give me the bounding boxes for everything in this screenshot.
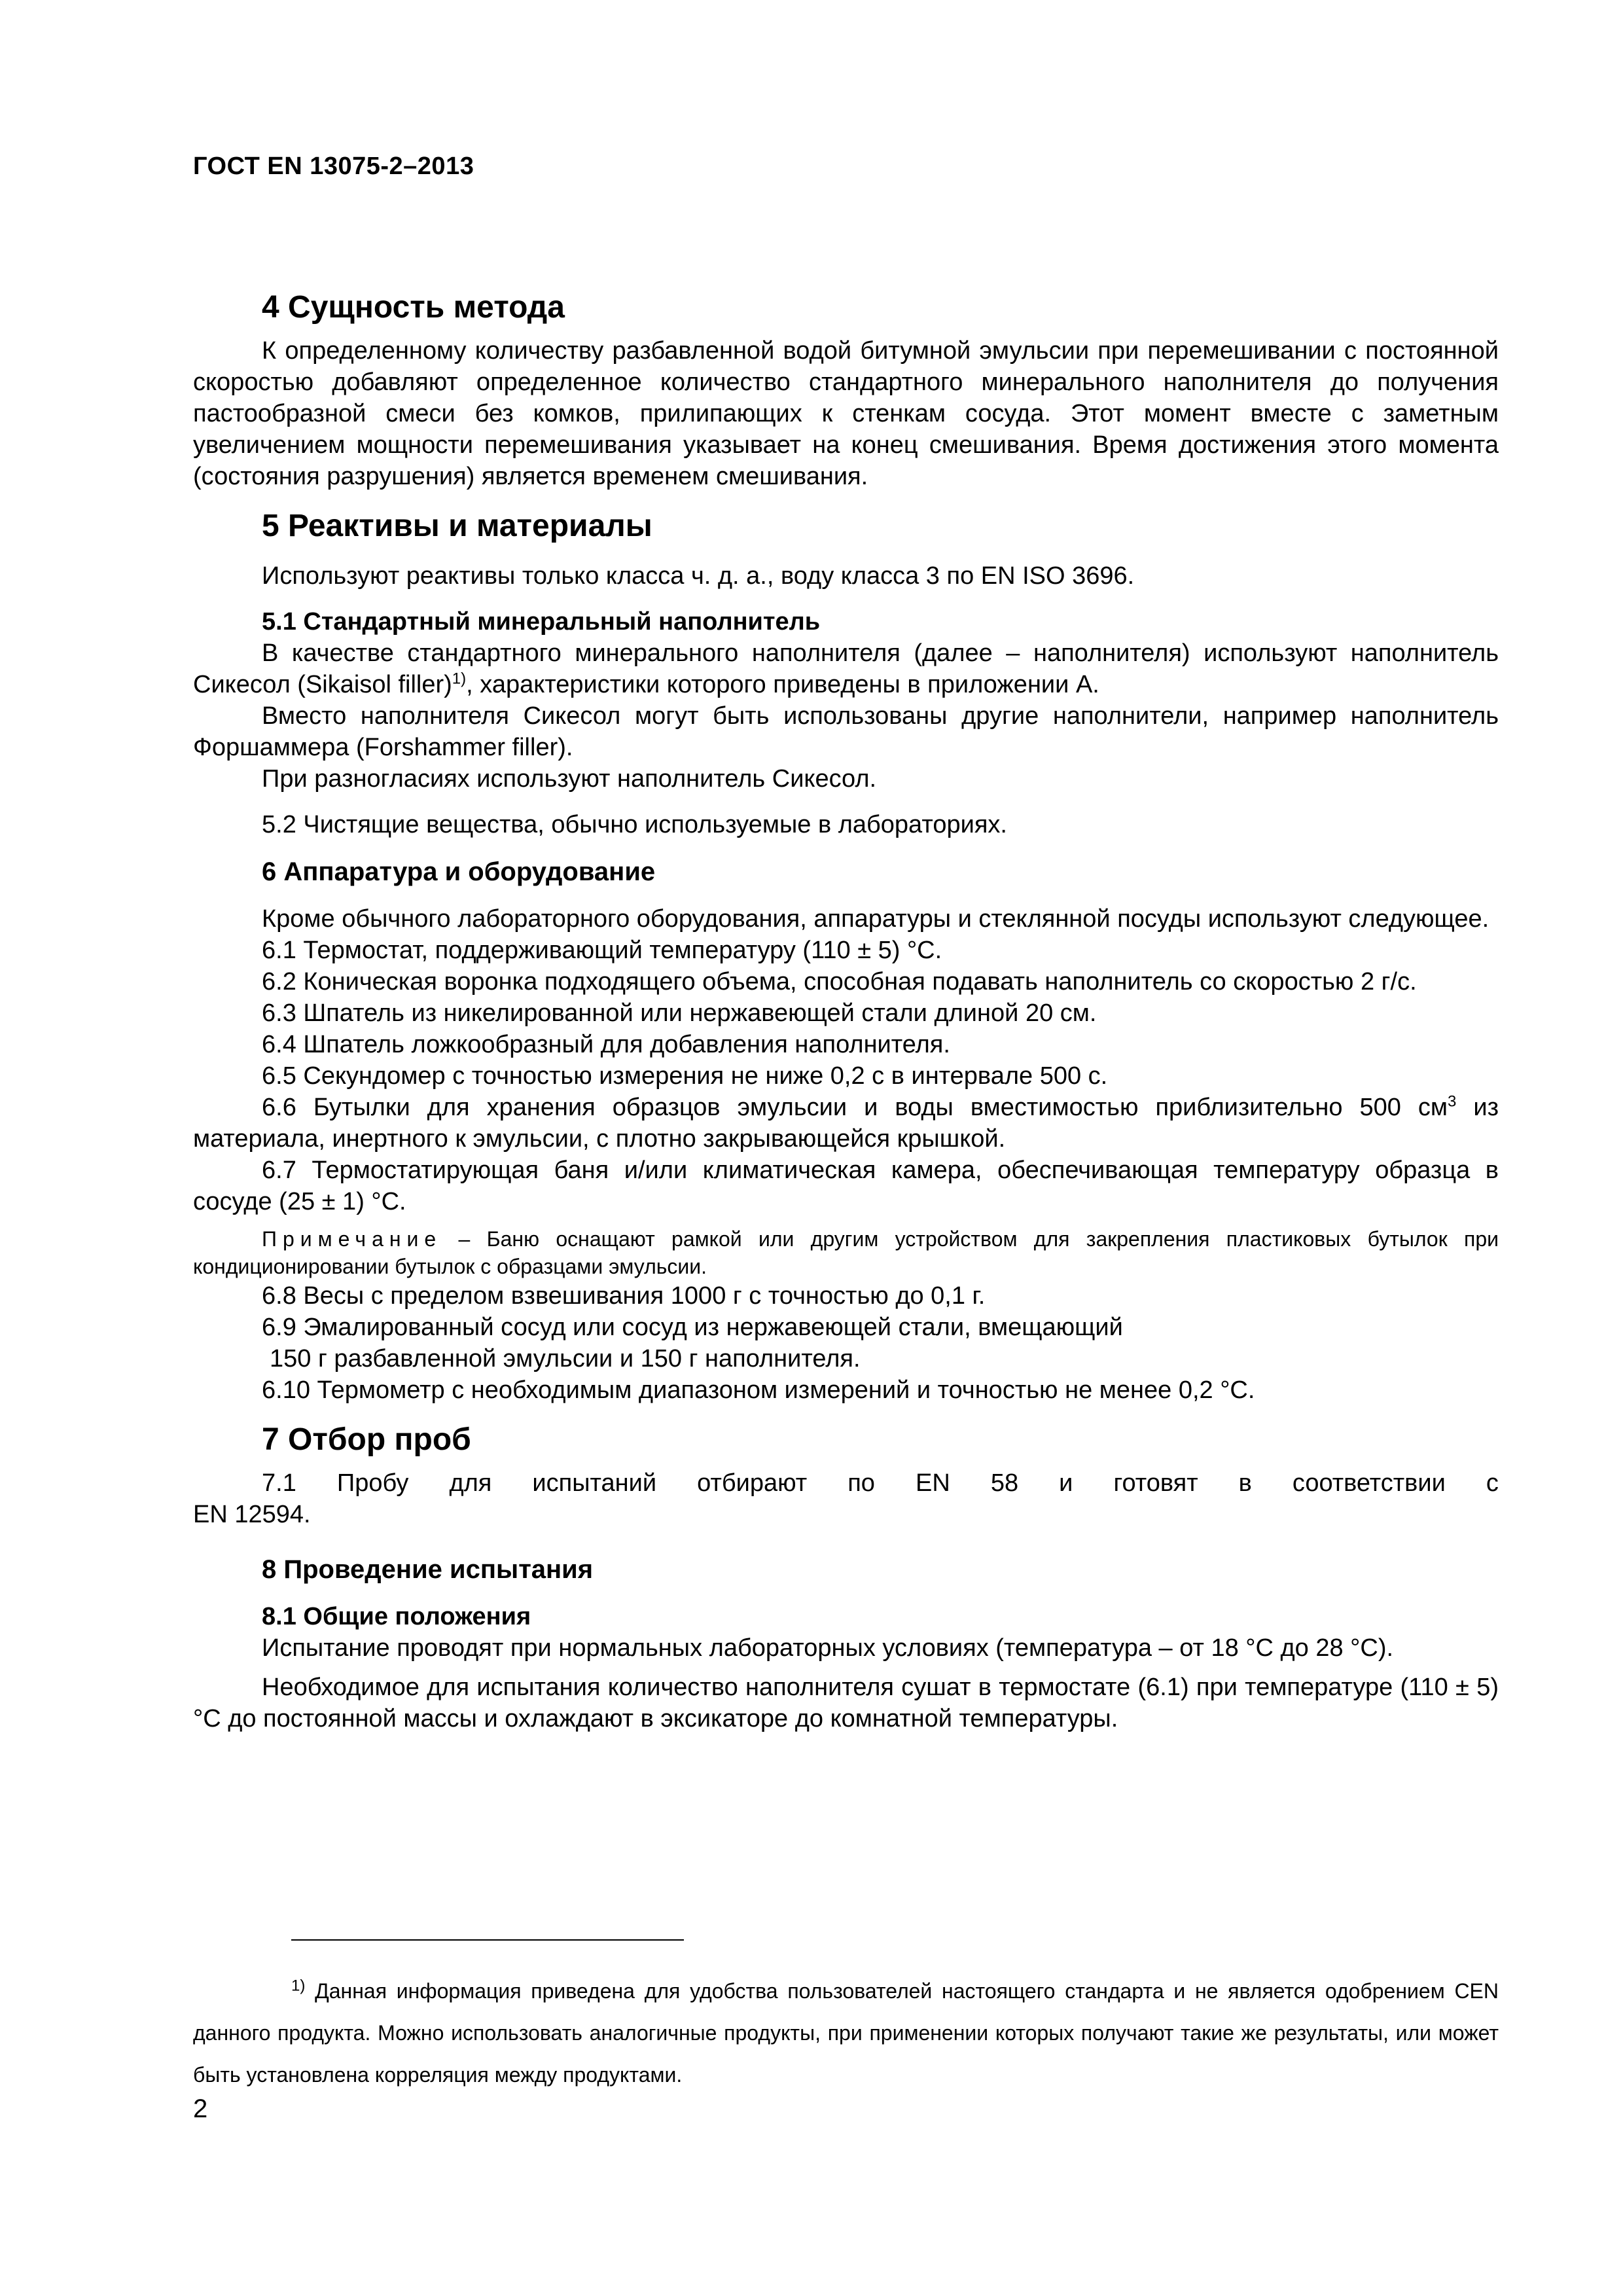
word: в <box>1238 1469 1252 1497</box>
footnote-separator <box>291 1939 684 1941</box>
section-5-title: 5 Реактивы и материалы <box>262 509 652 543</box>
section-5-1-paragraph-1 <box>193 637 1499 700</box>
footnote-text <box>193 1970 1499 2096</box>
page-number: 2 <box>193 2094 208 2123</box>
section-5-1-p1-text: В качестве стандартного минерального наполнителя (далее – наполнителя) используют наполнитель Сикесол (Sikaisol filler) <box>193 639 1499 698</box>
section-6-note <box>193 1225 1499 1280</box>
main-content <box>193 288 1499 1734</box>
footnote <box>193 1970 1499 2096</box>
section-4-title: 4 Сущность метода <box>262 290 565 325</box>
word: для <box>449 1469 492 1497</box>
section-6-item-3: 6.3 Шпатель из никелированной или нержавеющей стали длиной 20 см. <box>262 999 1097 1027</box>
section-6-item-6 <box>193 1092 1499 1155</box>
section-8-title: 8 Проведение испытания <box>262 1555 594 1584</box>
section-6-item-7: 6.7 Термостатирующая баня и/или климатическая камера, обеспечивающая температуру образца в сосуде (25 ± 1) °С. <box>193 1157 1499 1215</box>
section-7-title: 7 Отбор проб <box>262 1422 471 1457</box>
word: испытаний <box>532 1469 657 1497</box>
section-5-intro: Используют реактивы только класса ч. д. а., воду класса 3 по EN ISO 3696. <box>262 562 1135 590</box>
section-6-item-8: 6.8 Весы с пределом взвешивания 1000 г с точностью до 0,1 г. <box>262 1282 986 1310</box>
word: и <box>1059 1469 1073 1497</box>
section-6-item-4: 6.4 Шпатель ложкообразный для добавления наполнителя. <box>262 1031 950 1058</box>
cubic-superscript: 3 <box>1447 1092 1457 1111</box>
section-6-intro: Кроме обычного лабораторного оборудования, аппаратуры и стеклянной посуды используют следующее. <box>262 905 1489 933</box>
word: 7.1 <box>262 1469 296 1497</box>
section-4-text: К определенному количеству разбавленной водой битумной эмульсии при перемешивании с постоянной скоростью добавляют определенное количество стандартного минерального наполнителя до получения пастообразной смеси без комков, прилипающих к стенкам сосуда. Этот момент вместе с заметным увеличением мощности перемешивания указывает на конец смешивания. Время достижения этого момента (состояния разрушения) является временем смешивания. <box>193 337 1499 490</box>
word: готовят <box>1113 1469 1198 1497</box>
document-header: ГОСТ EN 13075-2–2013 <box>193 152 474 180</box>
note-text: – Баню оснащают рамкой или другим устройством для закрепления пластиковых бутылок при кондиционировании бутылок с образцами эмульсии. <box>193 1227 1499 1278</box>
section-7-1-line-1 <box>193 1467 1499 1499</box>
section-6-item-10: 6.10 Термометр с необходимым диапазоном измерений и точностью не менее 0,2 °С. <box>262 1376 1255 1404</box>
note-label: Примечание <box>262 1227 442 1251</box>
word: по <box>847 1469 875 1497</box>
section-5-1-p1-tail: , характеристики которого приведены в приложении А. <box>466 671 1099 698</box>
section-5-1-paragraph-3: При разногласиях используют наполнитель Сикесол. <box>262 765 877 793</box>
word: EN <box>915 1469 950 1497</box>
section-8-1-title: 8.1 Общие положения <box>262 1603 531 1630</box>
section-8-1-paragraph-2: Необходимое для испытания количество наполнителя сушат в термостате (6.1) при температуре (110 ± 5) °С до постоянной массы и охлаждают в эксикаторе до комнатной температуры. <box>193 1674 1499 1732</box>
footnote-mark: 1) <box>291 1977 306 1995</box>
section-6-item-6-text: 6.6 Бутылки для хранения образцов эмульсии и воды вместимостью приблизительно 500 см <box>262 1094 1448 1121</box>
section-6-title: 6 Аппаратура и оборудование <box>262 857 656 886</box>
footnote-body: Данная информация приведена для удобства пользователей настоящего стандарта и не является одобрением CEN данного продукта. Можно использовать аналогичные продукты, при применении которых получают такие же результаты, или может быть установлена корреляция между продуктами. <box>193 1979 1499 2087</box>
word: соответствии <box>1292 1469 1446 1497</box>
word: 58 <box>990 1469 1019 1497</box>
footnote-reference: 1) <box>452 670 467 688</box>
word: Пробу <box>336 1469 409 1497</box>
section-6-item-9-line-1: 6.9 Эмалированный сосуд или сосуд из нержавеющей стали, вмещающий <box>262 1314 1123 1341</box>
section-5-1-title: 5.1 Стандартный минеральный наполнитель <box>262 608 821 636</box>
section-6-item-6-tail: из материала, инертного к эмульсии, с плотно закрывающейся крышкой. <box>193 1094 1499 1153</box>
section-8-1-paragraph-1: Испытание проводят при нормальных лабораторных условиях (температура – от 18 °С до 28 °С). <box>262 1634 1394 1662</box>
word: с <box>1486 1469 1499 1497</box>
word: отбирают <box>697 1469 808 1497</box>
section-6-item-1: 6.1 Термостат, поддерживающий температуру (110 ± 5) °С. <box>262 937 942 964</box>
section-5-2-text: 5.2 Чистящие вещества, обычно используемые в лабораториях. <box>262 811 1007 838</box>
section-5-1-paragraph-2: Вместо наполнителя Сикесол могут быть использованы другие наполнители, например наполнитель Форшаммера (Forshammer filler). <box>193 702 1499 761</box>
section-6-item-9-line-2: 150 г разбавленной эмульсии и 150 г наполнителя. <box>270 1345 861 1372</box>
section-6-item-2: 6.2 Коническая воронка подходящего объема, способная подавать наполнитель со скоростью 2 г/с. <box>262 968 1417 996</box>
section-7-1-line-2: EN 12594. <box>193 1501 311 1528</box>
section-6-item-5: 6.5 Секундомер с точностью измерения не ниже 0,2 с в интервале 500 с. <box>262 1062 1108 1090</box>
